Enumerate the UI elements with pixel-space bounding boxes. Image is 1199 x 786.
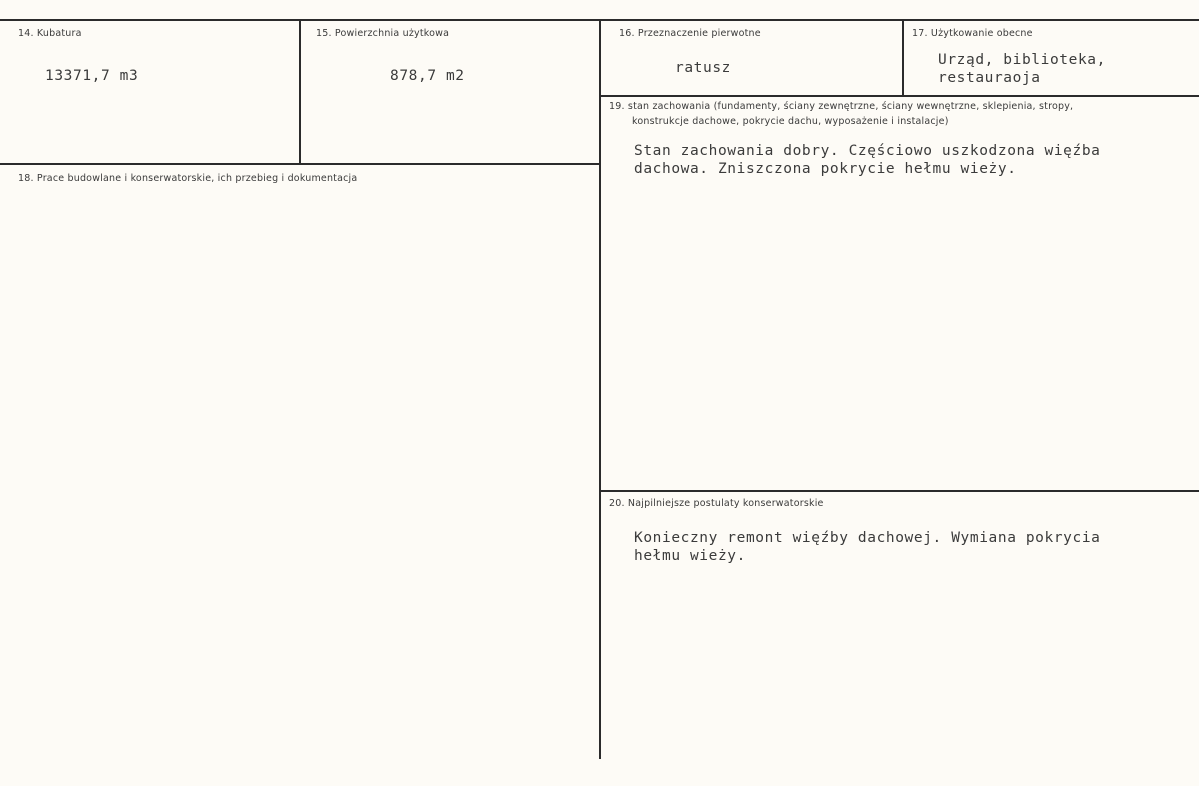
uzytkowanie-value-line1: Urząd, biblioteka,: [938, 52, 1106, 68]
stan-value-line2: dachowa. Zniszczona pokrycie hełmu wieży.: [634, 161, 1017, 177]
postulaty-label: 20. Najpilniejsze postulaty konserwatorskie: [609, 498, 824, 509]
przeznaczenie-label: 16. Przeznaczenie pierwotne: [619, 28, 761, 39]
stan-label-line1: 19. stan zachowania (fundamenty, ściany zewnętrzne, ściany wewnętrzne, sklepienia, stropy,: [609, 101, 1074, 112]
divider-16-17: [902, 19, 904, 95]
divider-14-15: [299, 19, 301, 165]
rule-right-top: [600, 95, 1199, 97]
prace-label: 18. Prace budowlane i konserwatorskie, ich przebieg i dokumentacja: [18, 173, 358, 184]
uzytkowanie-label: 17. Użytkowanie obecne: [912, 28, 1033, 39]
stan-value-line1: Stan zachowania dobry. Częściowo uszkodzona więźba: [634, 143, 1101, 159]
powierzchnia-value: 878,7 m2: [390, 68, 465, 84]
rule-right-mid: [600, 490, 1199, 492]
przeznaczenie-value: ratusz: [675, 60, 731, 76]
kubatura-label: 14. Kubatura: [18, 28, 82, 39]
kubatura-value: 13371,7 m3: [45, 68, 139, 84]
rule-left-mid: [0, 163, 600, 165]
uzytkowanie-value-line2: restauraoja: [938, 70, 1041, 86]
powierzchnia-label: 15. Powierzchnia użytkowa: [316, 28, 450, 39]
divider-15-16: [599, 19, 601, 759]
stan-label-line2: konstrukcje dachowe, pokrycie dachu, wyposażenie i instalacje): [632, 116, 949, 127]
postulaty-value-line2: hełmu wieży.: [634, 548, 746, 564]
postulaty-value-line1: Konieczny remont więźby dachowej. Wymiana pokrycia: [634, 530, 1101, 546]
